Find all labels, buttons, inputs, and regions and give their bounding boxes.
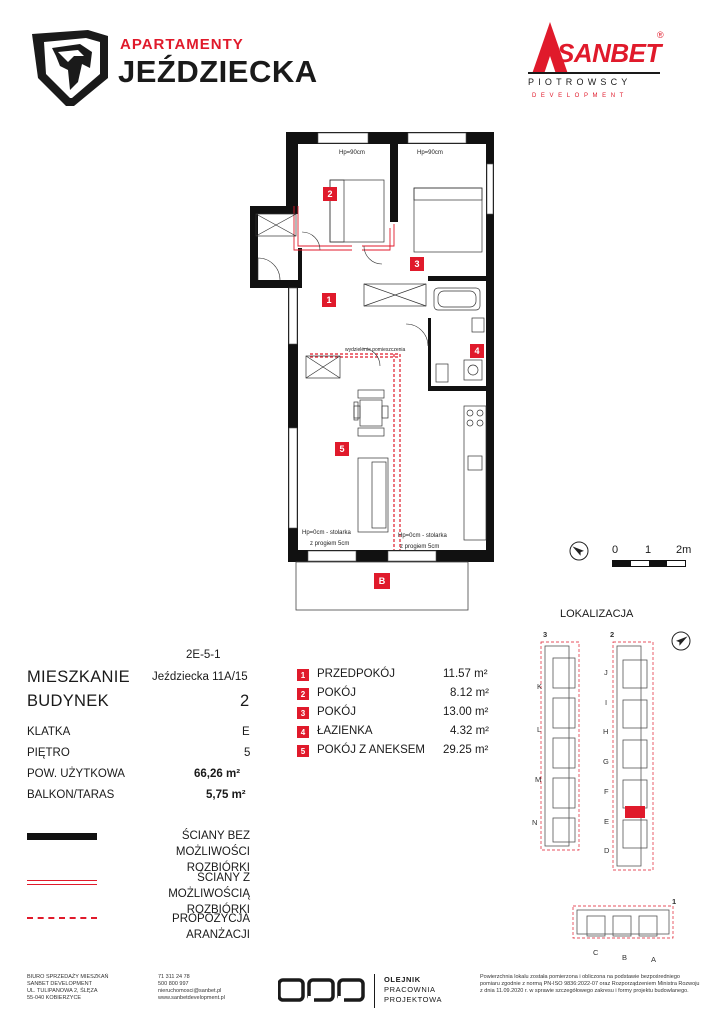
office-line4: 55-040 KOBIERZYCE — [27, 995, 82, 1001]
threshold-note-right-2: z progiem 5cm — [400, 544, 440, 550]
note-line1: Powierzchnia lokalu została pomierzona i obliczona na podstawie bezpośredniego — [480, 974, 680, 980]
brand-line1: APARTAMENTY — [120, 36, 244, 53]
sanbet-name: SANBET — [557, 38, 661, 68]
opp-logo-icon — [278, 978, 366, 1004]
building-2-label: 2 — [610, 630, 615, 639]
room-name-5: POKÓJ Z ANEKSEM — [317, 744, 425, 756]
legend-solid-wall-text — [110, 828, 250, 876]
legend-proposal-text: PROPOZYCJA ARANŻACJI — [172, 913, 250, 941]
room-area-5: 29.25 m² — [443, 744, 489, 756]
office-line1: BIURO SPRZEDAŻY MIESZKAŃ — [27, 974, 109, 980]
brand-logo-horse — [28, 26, 112, 110]
balcony-badge: B — [374, 573, 390, 589]
klatka-label: KLATKA — [27, 726, 71, 738]
stair-label-f: F — [604, 787, 609, 796]
sanbet-underline — [528, 72, 660, 74]
room-separation-note: wydzielenie pomieszczenia — [345, 347, 406, 353]
room-badge-2: 2 — [297, 688, 309, 700]
room-name-2: POKÓJ — [317, 687, 356, 699]
unit-address: Jeździecka 11A/15 — [152, 671, 248, 683]
scale-bar — [612, 560, 686, 567]
scale-tick-2: 2m — [676, 544, 692, 556]
brand-line2: JEŹDZIECKA — [118, 54, 318, 89]
scale-tick-1: 1 — [645, 544, 652, 556]
contact-block — [158, 974, 248, 1002]
legend-double-line1: ŚCIANY Z — [197, 872, 250, 884]
sill-height-label-a: Hp=90cm — [339, 150, 365, 156]
note-line2: pomiaru zgodnie z normą PN-ISO 9836:2022-07 oraz Rozporządzeniem Ministra Rozwoju — [480, 981, 700, 987]
klatka-value: E — [242, 726, 250, 738]
plan-room-badge-1: 1 — [322, 293, 336, 307]
room-name-1: PRZEDPOKÓJ — [317, 668, 395, 680]
threshold-note-left-2: z progiem 5cm — [310, 541, 350, 547]
room-name-3: POKÓJ — [317, 706, 356, 718]
room-badge-3: 3 — [297, 707, 309, 719]
stair-label-a: A — [651, 955, 657, 964]
mieszkanie-label: MIESZKANIE — [27, 668, 130, 686]
threshold-note-left-1: Hp=0cm - stolarka — [302, 530, 351, 536]
pow-value: 66,26 m² — [194, 768, 241, 780]
floor-plan — [240, 128, 510, 618]
stair-label-h: H — [603, 727, 609, 736]
stair-label-c: C — [593, 948, 599, 957]
lokalizacja-title: LOKALIZACJA — [560, 608, 634, 620]
architect-line3: PROJEKTOWA — [384, 995, 443, 1004]
room-row-2 — [297, 687, 497, 703]
plan-room-badge-3: 3 — [410, 257, 424, 271]
building-3-label: 3 — [543, 630, 548, 639]
legend-solid-line2: MOŻLIWOŚCI ROZBIÓRKI — [175, 846, 250, 874]
registered-mark: ® — [657, 30, 664, 40]
plan-room-badge-5: 5 — [335, 442, 349, 456]
architect-line1: OLEJNIK — [384, 975, 421, 984]
plan-room-badge-2: 2 — [323, 187, 337, 201]
threshold-note-right-1: Hp=0cm - stolarka — [398, 533, 447, 539]
office-line2: SANBET DEVELOPMENT — [27, 981, 92, 987]
legend-removable-wall-swatch — [27, 880, 97, 885]
room-area-4: 4.32 m² — [450, 725, 489, 737]
stair-label-g: G — [603, 757, 609, 766]
room-area-3: 13.00 m² — [443, 706, 489, 718]
phone-1[interactable]: 71 311 24 78 — [158, 974, 190, 980]
stair-label-e: E — [604, 817, 610, 826]
room-name-4: ŁAZIENKA — [317, 725, 373, 737]
sales-office-block — [27, 974, 137, 1002]
stair-label-b: B — [622, 953, 628, 962]
opp-logo — [278, 978, 366, 1004]
compass-icon — [568, 540, 590, 562]
stair-label-d: D — [604, 846, 610, 855]
measurement-note — [480, 974, 716, 995]
email-link[interactable]: nieruchomosci@sanbet.pl — [158, 988, 222, 994]
pietro-value: 5 — [244, 747, 251, 759]
room-badge-5: 5 — [297, 745, 309, 757]
room-row-4 — [297, 725, 497, 741]
sanbet-subtitle: PIOTROWSCY — [528, 77, 632, 87]
room-row-3 — [297, 706, 497, 722]
unit-code: 2E-5-1 — [186, 649, 221, 661]
balkon-label: BALKON/TARAS — [27, 789, 115, 801]
balkon-value: 5,75 m² — [206, 789, 246, 801]
phone-2[interactable]: 500 800 997 — [158, 981, 189, 987]
room-area-2: 8.12 m² — [450, 687, 489, 699]
legend-solid-wall-swatch — [27, 833, 97, 840]
architect-line2: PRACOWNIA — [384, 985, 436, 994]
door-swings — [258, 232, 428, 366]
room-row-5 — [297, 744, 497, 760]
stair-label-i: I — [605, 698, 608, 707]
stair-label-n: N — [532, 818, 538, 827]
proposed-walls — [310, 354, 400, 550]
room-badge-1: 1 — [297, 669, 309, 681]
stair-label-j: J — [604, 668, 608, 677]
stair-label-l: L — [537, 725, 542, 734]
office-line3: UL. TULIPANOWA 2, ŚLĘZA — [27, 988, 98, 994]
legend-double-line2: MOŻLIWOŚCIĄ ROZBIÓRKI — [168, 888, 250, 916]
footer-divider — [374, 974, 375, 1008]
budynek-value: 2 — [240, 692, 250, 710]
stair-label-m: M — [535, 775, 542, 784]
budynek-label: BUDYNEK — [27, 692, 109, 710]
sanbet-development: DEVELOPMENT — [532, 93, 628, 99]
stair-label-k: K — [537, 682, 543, 691]
site-map — [525, 638, 695, 958]
note-line3: z dnia 11.09.2020 r. w sprawie szczegółowego zakresu i formy projektu budowlanego. — [480, 988, 689, 994]
room-area-1: 11.57 m² — [443, 668, 488, 680]
room-row-1 — [297, 668, 497, 684]
legend-proposal-swatch — [27, 917, 97, 919]
pow-label: POW. UŻYTKOWA — [27, 768, 125, 780]
plan-room-badge-4: 4 — [470, 344, 484, 358]
legend-solid-line1: ŚCIANY BEZ — [181, 830, 250, 842]
pietro-label: PIĘTRO — [27, 747, 70, 759]
website-link[interactable]: www.sanbetdevelopment.pl — [158, 995, 225, 1001]
scale-tick-0: 0 — [612, 544, 619, 556]
horse-shield-icon — [28, 26, 112, 110]
room-badge-4: 4 — [297, 726, 309, 738]
building-1-label: 1 — [672, 897, 677, 906]
architect-block — [384, 975, 442, 1005]
sill-height-label-b: Hp=90cm — [417, 150, 443, 156]
